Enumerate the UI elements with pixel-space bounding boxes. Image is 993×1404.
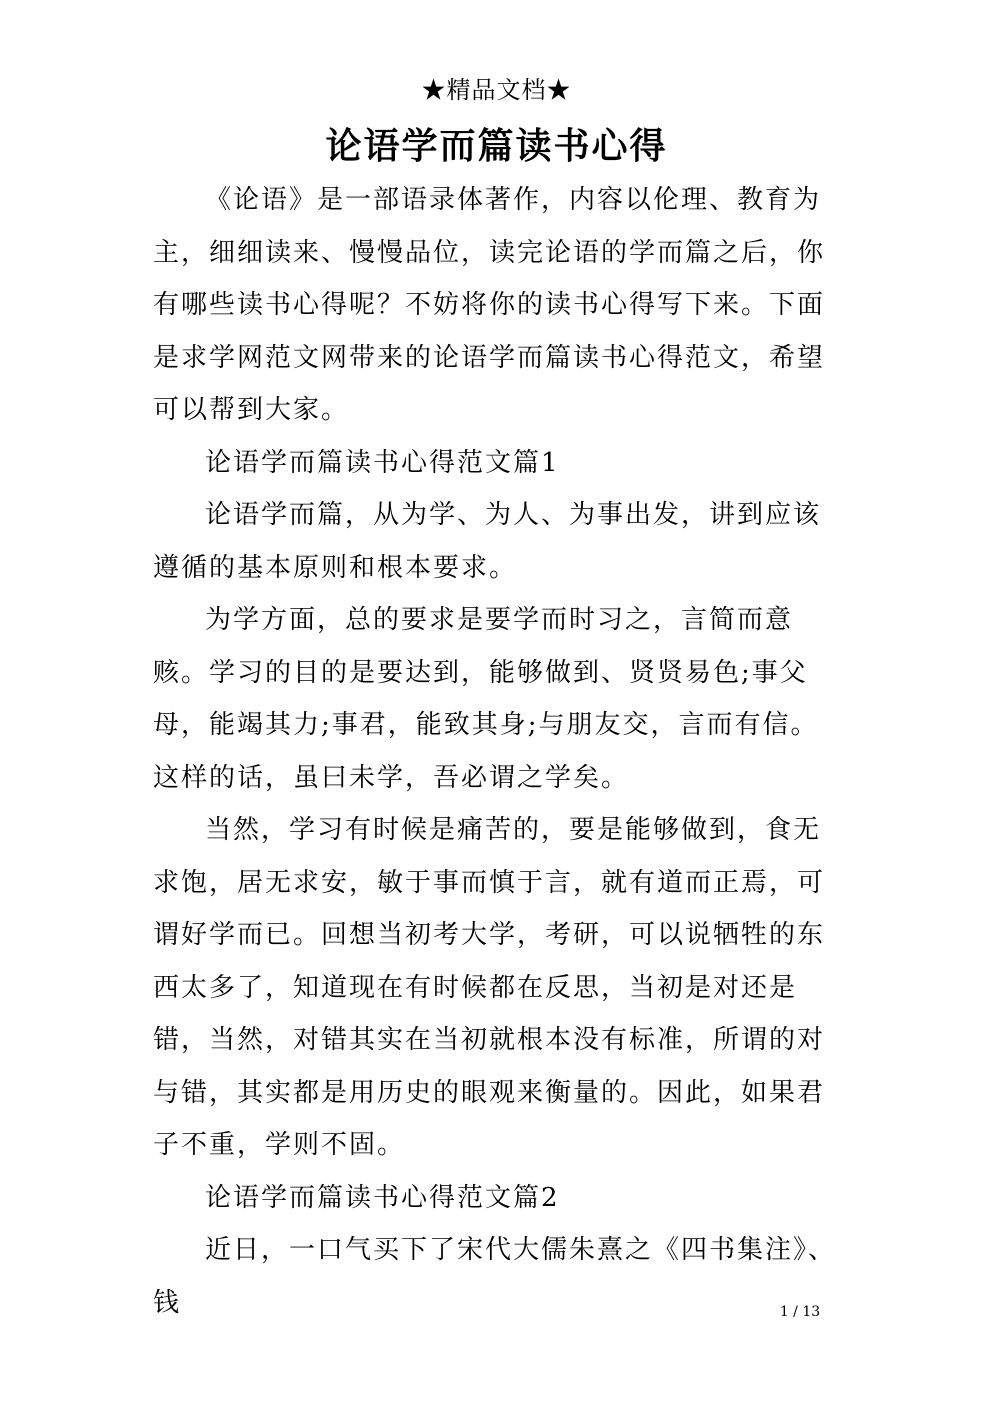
header-mark: ★精品文档★: [421, 76, 572, 104]
paragraph-intro: 《论语》是一部语录体著作，内容以伦理、教育为主，细细读来、慢慢品位，读完论语的学而篇之后，你有哪些读书心得呢？不妨将你的读书心得写下来。下面是求学网范文网带来的论语学而篇读书心得范文，希望可以帮到大家。: [153, 185, 826, 425]
paragraph: 论语学而篇，从为学、为人、为事出发，讲到应该遵循的基本原则和根本要求。: [153, 500, 822, 583]
paragraph: 近日，一口气买下了宋代大儒朱熹之《四书集注》、钱: [153, 1235, 837, 1318]
paragraph: 为学方面，总的要求是要学而时习之，言简而意赅。学习的目的是要达到，能够做到、贤贤易色;事父母，能竭其力;事君，能致其身;与朋友交，言而有信。这样的话，虽曰未学，吾必谓之学矣。: [153, 605, 819, 793]
document-body: [153, 174, 843, 1329]
paragraph: 当然，学习有时候是痛苦的，要是能够做到，食无求饱，居无求安，敏于事而慎于言，就有道而正焉，可谓好学而已。回想当初考大学，考研，可以说牺牲的东西太多了，知道现在有时候都在反思，当初是对还是错，当然，对错其实在当初就根本没有标准，所谓的对与错，其实都是用历史的眼观来衡量的。因此，如果君子不重，学则不固。: [153, 815, 826, 1160]
document-title: 论语学而篇读书心得: [325, 125, 668, 167]
section-heading-2: 论语学而篇读书心得范文篇2: [205, 1182, 560, 1213]
section-heading-1: 论语学而篇读书心得范文篇1: [205, 447, 560, 478]
page-number: 1 / 13: [779, 1304, 821, 1320]
